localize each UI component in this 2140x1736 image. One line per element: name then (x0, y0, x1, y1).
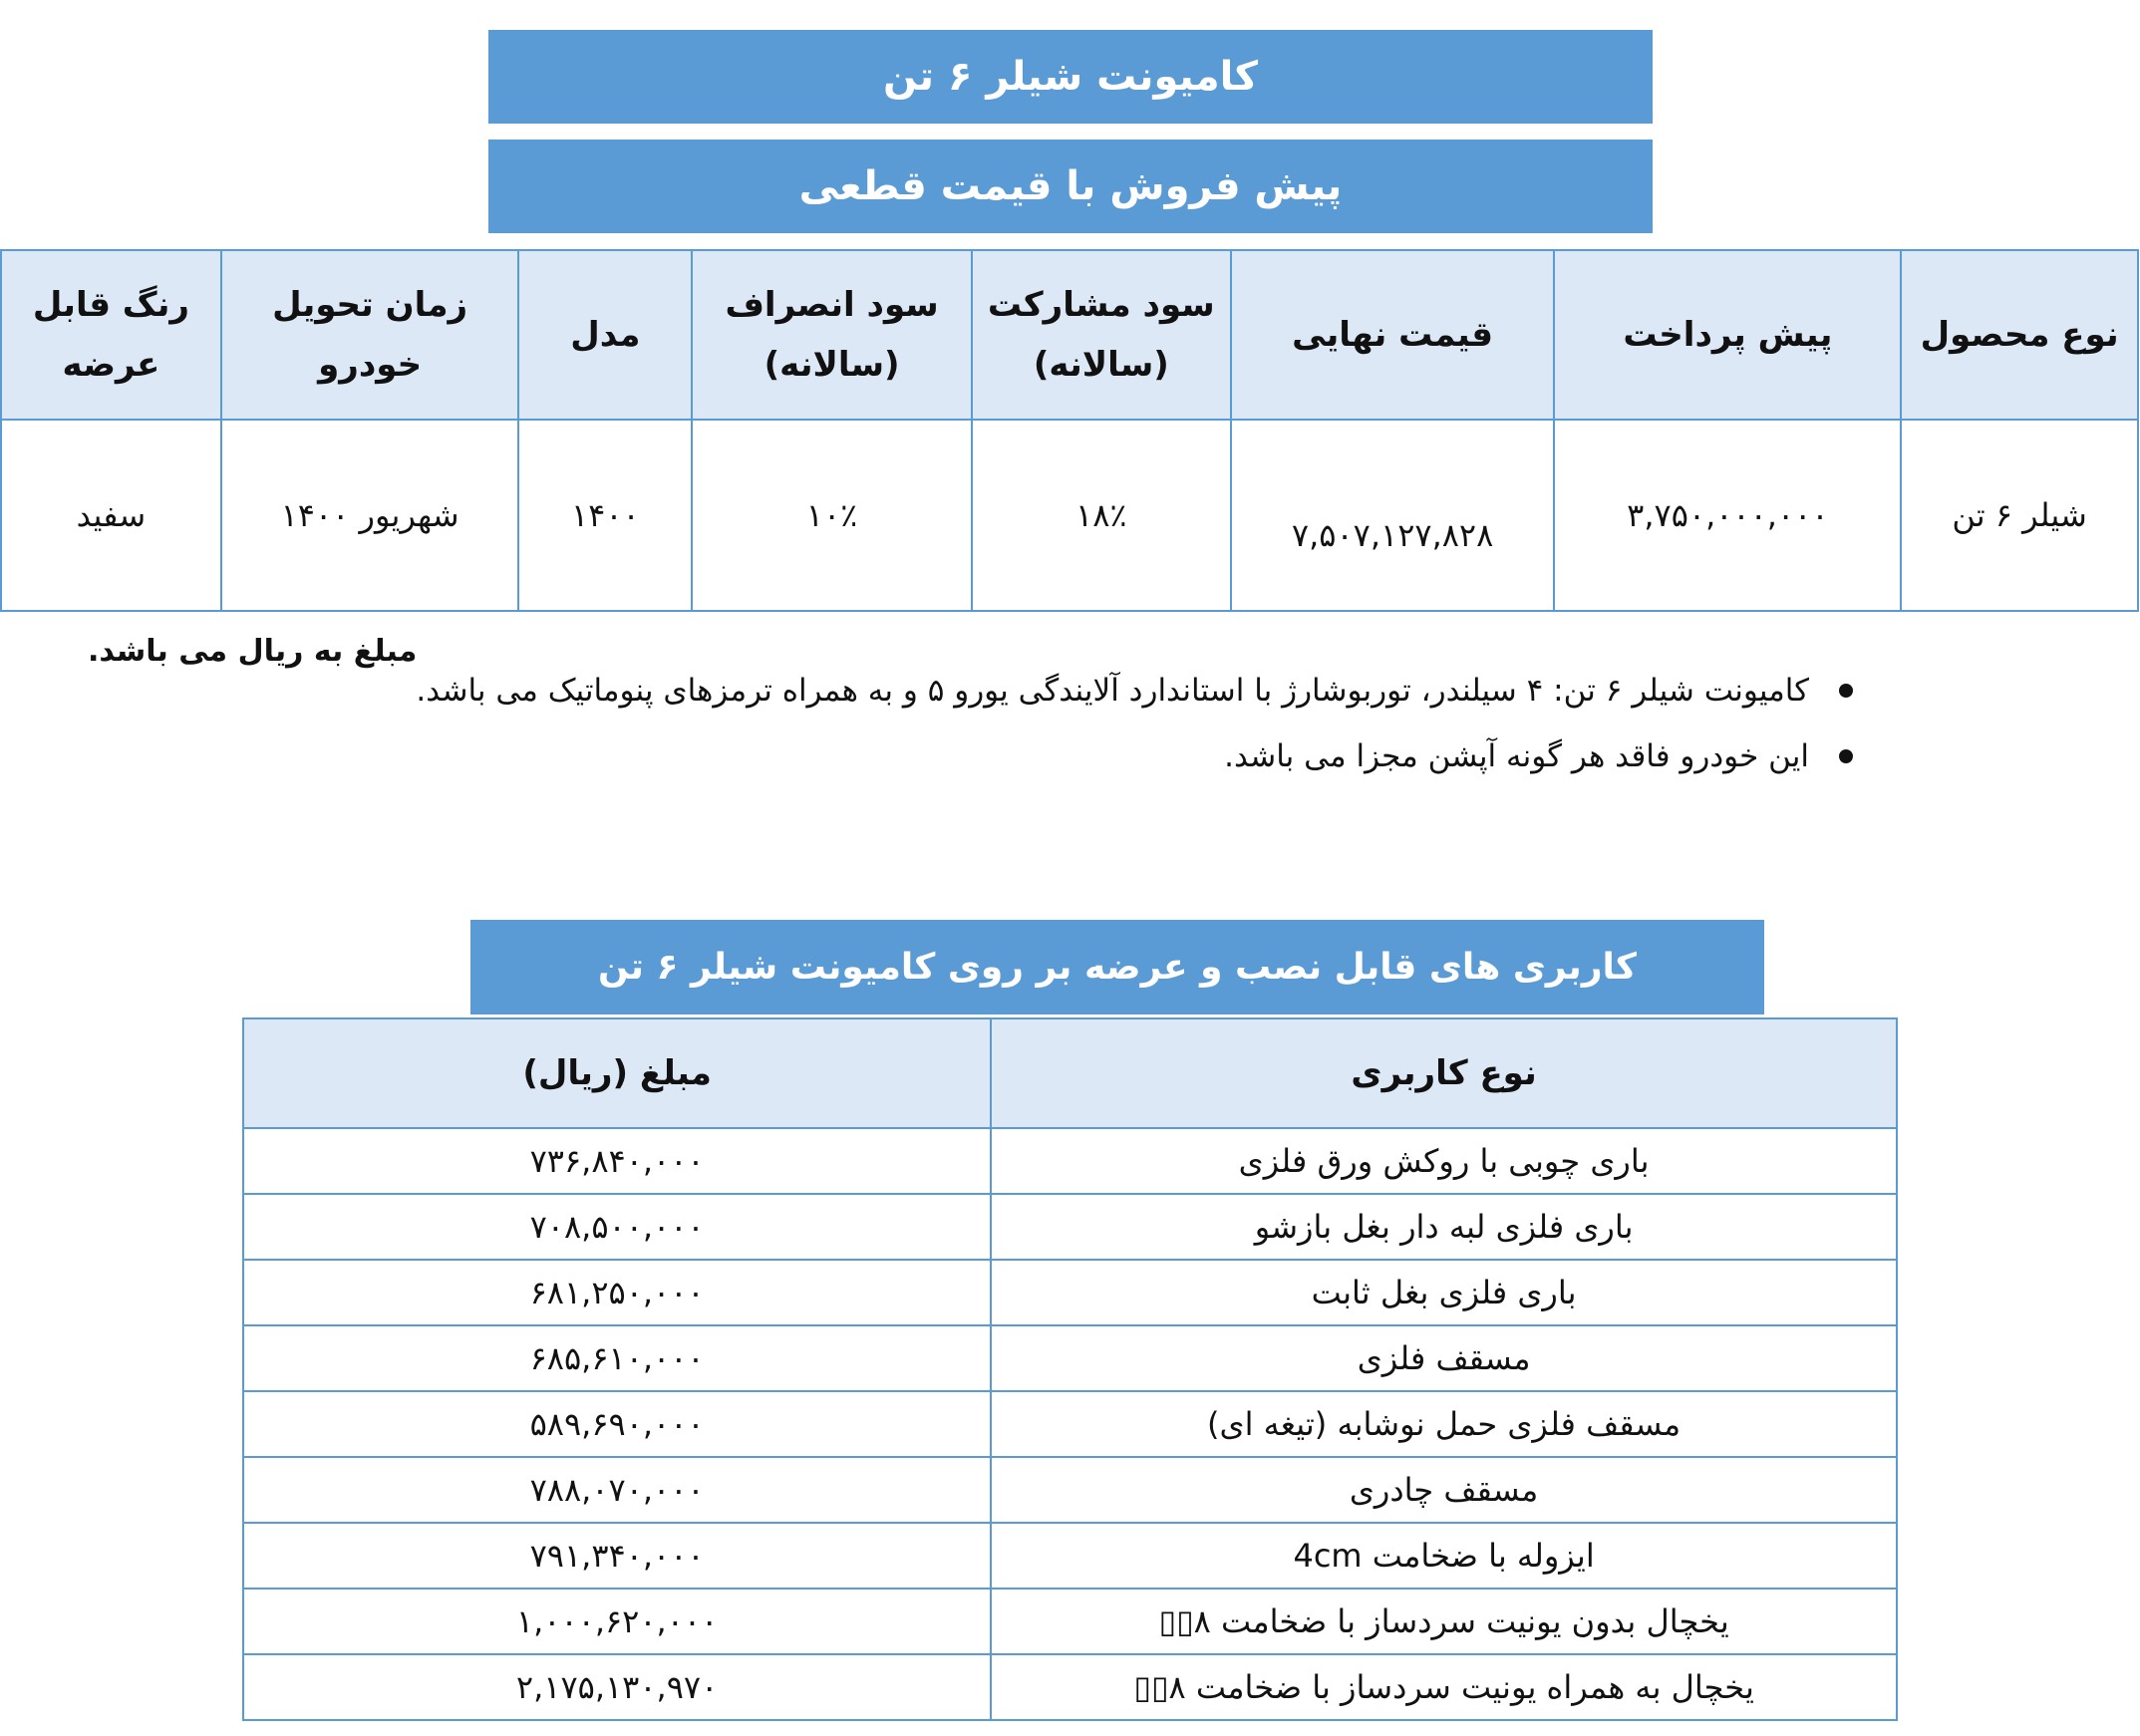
header-participation-profit: سود مشارکت (سالانه) (972, 250, 1231, 420)
header-final-price: قیمت نهایی (1231, 250, 1555, 420)
cell-prepayment: ۳,۷۵۰,۰۰۰,۰۰۰ (1554, 420, 1901, 611)
uses-table-header-row (243, 1018, 1897, 1128)
subtitle-banner: پیش فروش با قیمت قطعی (488, 140, 1653, 233)
uses-table (242, 1017, 1898, 1721)
amount-cell: ۶۸۵,۶۱۰,۰۰۰ (243, 1325, 991, 1391)
use-type-cell: مسقف چادری (991, 1457, 1897, 1523)
use-type-cell: باری فلزی لبه دار بغل بازشو (991, 1194, 1897, 1260)
use-type-cell: مسقف فلزی (991, 1325, 1897, 1391)
bullet-icon (1839, 684, 1853, 698)
cell-cancellation-profit: ۱۰٪ (692, 420, 972, 611)
amount-cell: ۷۳۶,۸۴۰,۰۰۰ (243, 1128, 991, 1194)
cell-participation-profit: ۱۸٪ (972, 420, 1231, 611)
price-table-header-row (1, 250, 2138, 420)
table-row (243, 1589, 1897, 1654)
list-item (416, 723, 1853, 789)
header-use-type: نوع کاربری (991, 1018, 1897, 1128)
amount-cell: ۲,۱۷۵,۱۳۰,۹۷۰ (243, 1654, 991, 1720)
amount-cell: ۷۹۱,۳۴۰,۰۰۰ (243, 1523, 991, 1589)
table-row (243, 1325, 1897, 1391)
currency-note: مبلغ به ریال می باشد. (88, 634, 418, 669)
header-model: مدل (518, 250, 692, 420)
title-banner: کامیونت شیلر ۶ تن (488, 30, 1653, 124)
cell-color: سفید (1, 420, 221, 611)
bullet-icon (1839, 749, 1853, 763)
header-color: رنگ قابل عرضه (1, 250, 221, 420)
uses-banner: کاربری های قابل نصب و عرضه بر روی کامیونت شیلر ۶ تن (470, 920, 1764, 1014)
header-amount: مبلغ (ریال) (243, 1018, 991, 1128)
bullet-text: کامیونت شیلر ۶ تن: ۴ سیلندر، توربوشارژ با استاندارد آلایندگی یورو ۵ و به همراه ترمزهای پنوماتیک می باشد. (416, 673, 1809, 709)
table-row (243, 1391, 1897, 1457)
spec-bullet-list (416, 658, 1853, 789)
list-item (416, 658, 1853, 723)
use-type-cell: باری چوبی با روکش ورق فلزی (991, 1128, 1897, 1194)
header-prepayment: پیش پرداخت (1554, 250, 1901, 420)
bullet-text: این خودرو فاقد هر گونه آپشن مجزا می باشد. (1224, 738, 1809, 774)
cell-model: ۱۴۰۰ (518, 420, 692, 611)
cell-product-type: شیلر ۶ تن (1901, 420, 2138, 611)
amount-cell: ۱,۰۰۰,۶۲۰,۰۰۰ (243, 1589, 991, 1654)
use-type-cell: مسقف فلزی حمل نوشابه (تیغه ای) (991, 1391, 1897, 1457)
use-type-cell: ایزوله با ضخامت 4cm (991, 1523, 1897, 1589)
table-row (243, 1128, 1897, 1194)
table-row (243, 1194, 1897, 1260)
table-row (243, 1654, 1897, 1720)
amount-cell: ۵۸۹,۶۹۰,۰۰۰ (243, 1391, 991, 1457)
table-row (243, 1457, 1897, 1523)
table-row (243, 1523, 1897, 1589)
header-cancellation-profit: سود انصراف (سالانه) (692, 250, 972, 420)
amount-cell: ۷۸۸,۰۷۰,۰۰۰ (243, 1457, 991, 1523)
use-type-cell: باری فلزی بغل ثابت (991, 1260, 1897, 1325)
header-product-type: نوع محصول (1901, 250, 2138, 420)
amount-cell: ۶۸۱,۲۵۰,۰۰۰ (243, 1260, 991, 1325)
price-table (0, 249, 2139, 612)
header-delivery-time: زمان تحویل خودرو (221, 250, 519, 420)
table-row (243, 1260, 1897, 1325)
price-table-row (1, 420, 2138, 611)
use-type-cell: یخچال بدون یونیت سردساز با ضخامت ۸▯▯ (991, 1589, 1897, 1654)
cell-final-price: ۷,۵۰۷,۱۲۷,۸۲۸ (1231, 420, 1555, 611)
cell-delivery-time: شهریور ۱۴۰۰ (221, 420, 519, 611)
amount-cell: ۷۰۸,۵۰۰,۰۰۰ (243, 1194, 991, 1260)
use-type-cell: یخچال به همراه یونیت سردساز با ضخامت ۸▯▯ (991, 1654, 1897, 1720)
